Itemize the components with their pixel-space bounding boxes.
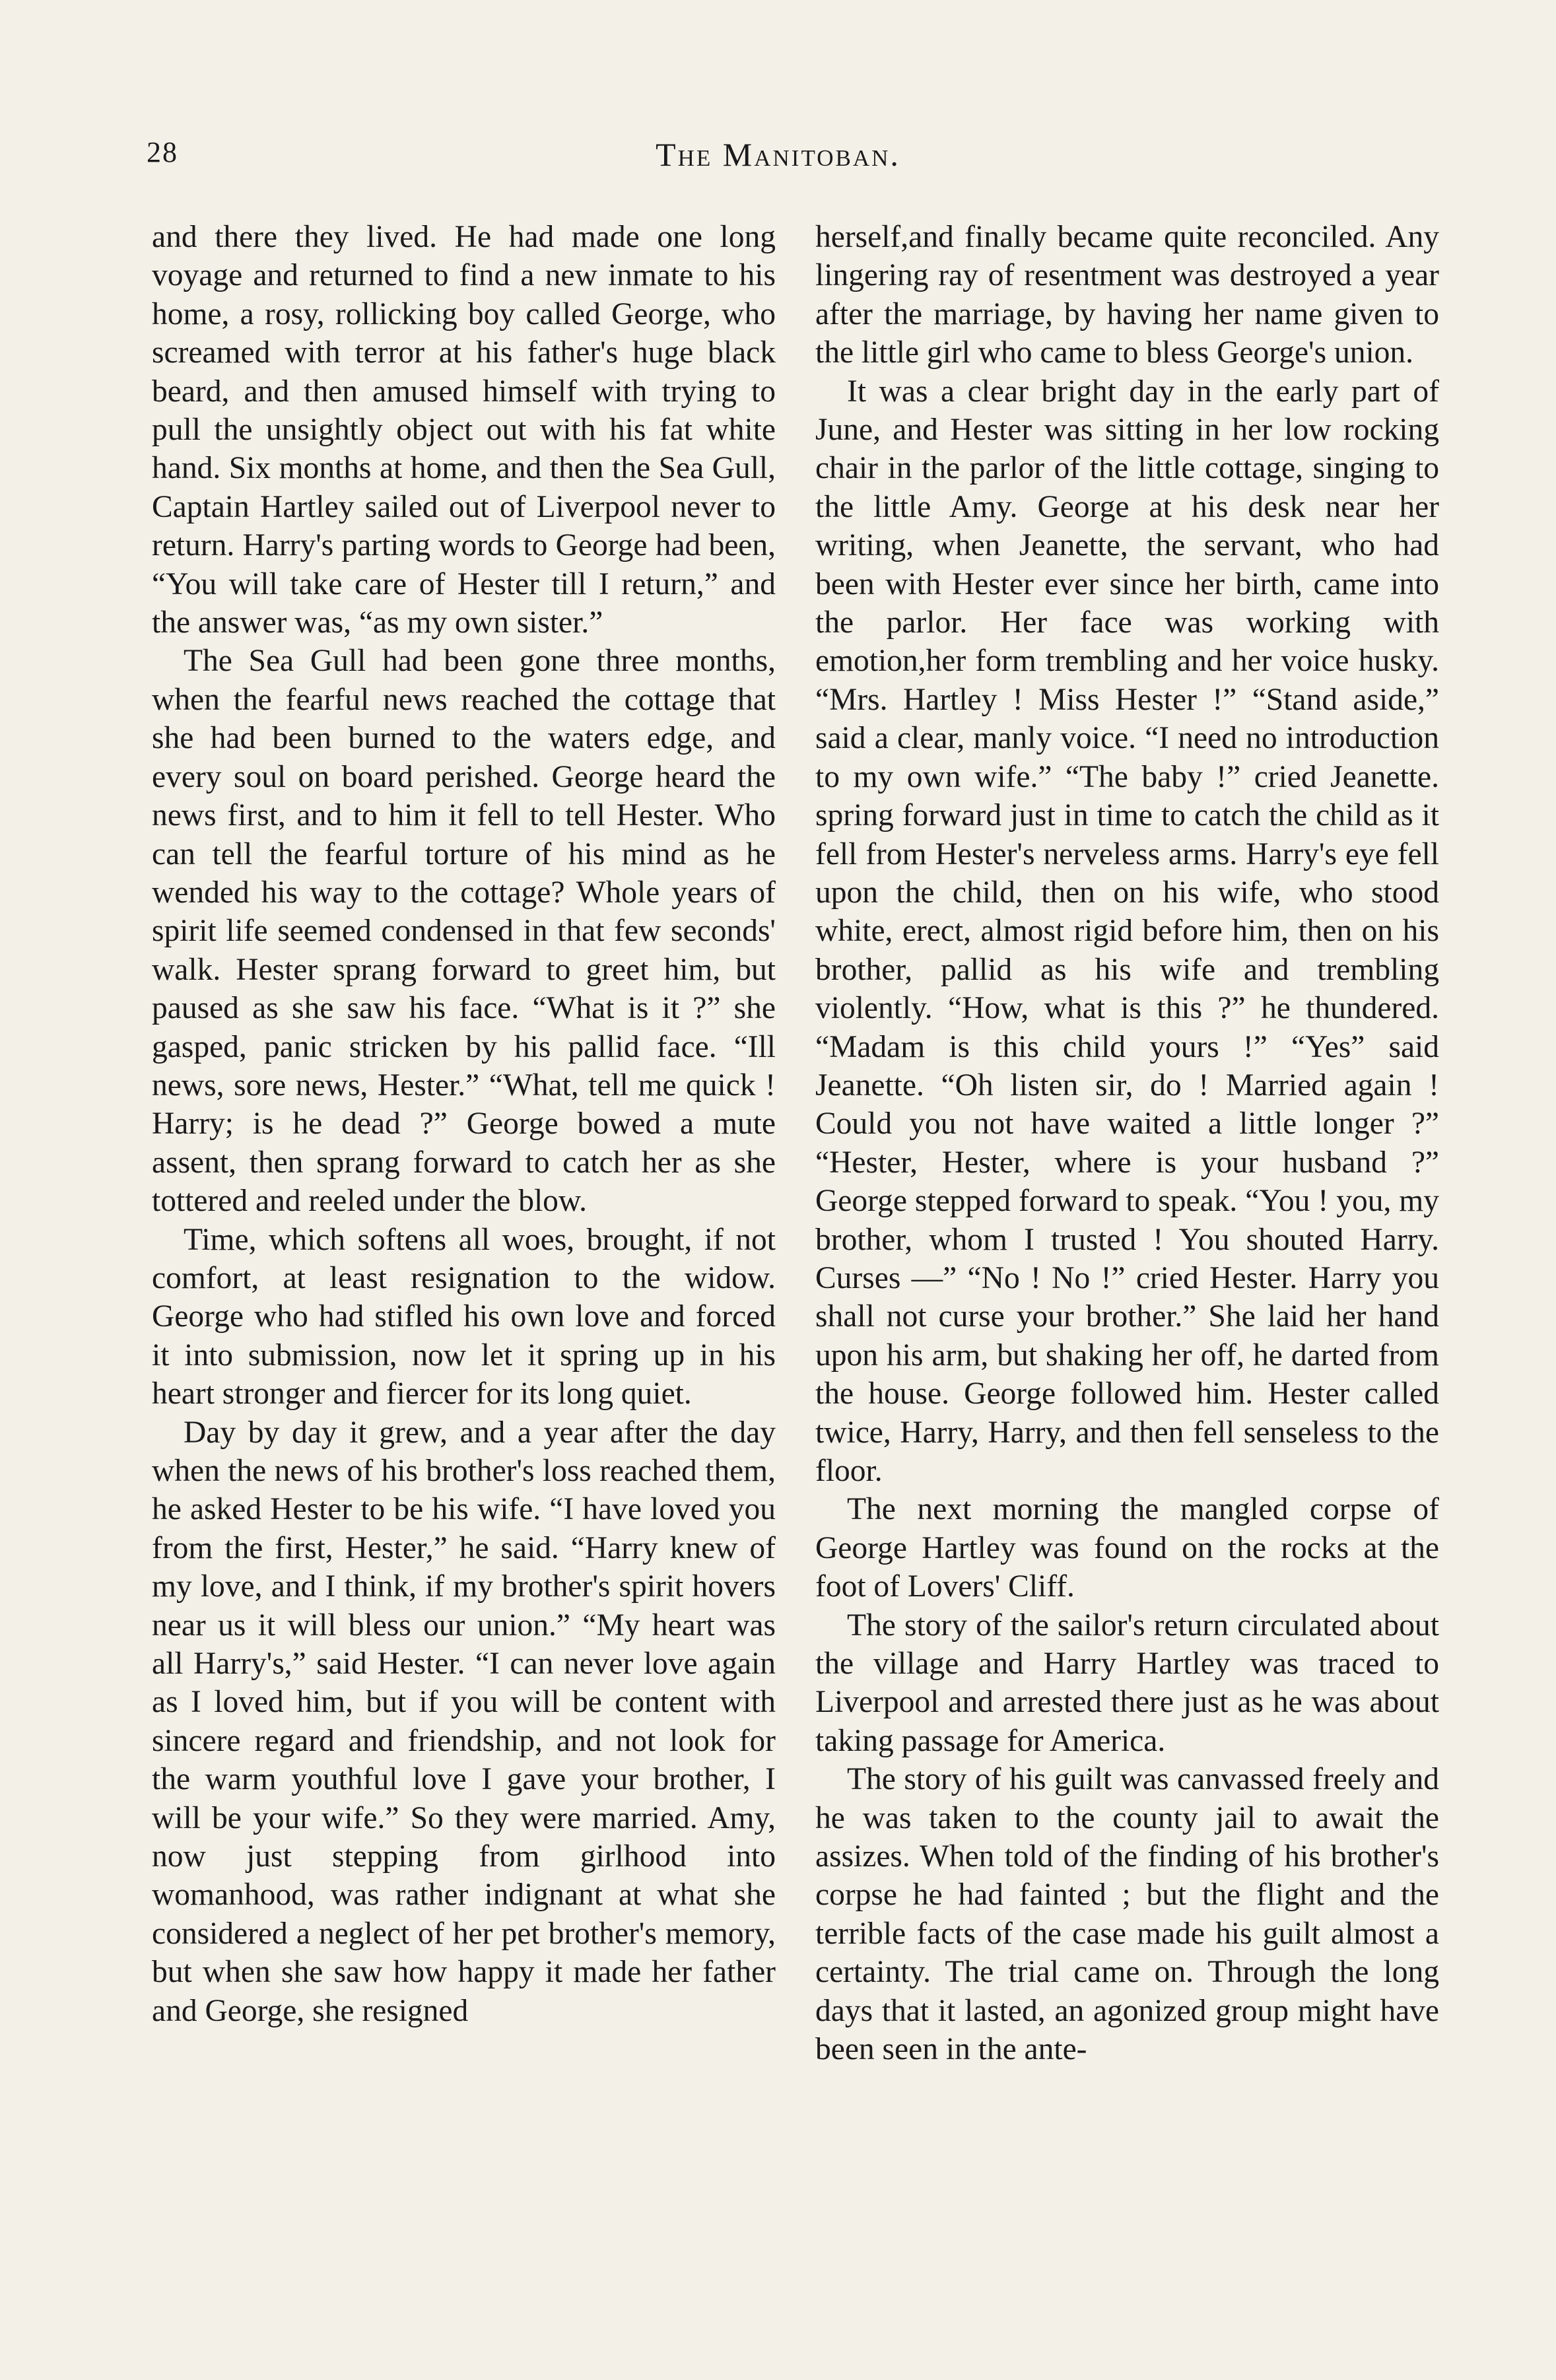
paragraph: It was a clear bright day in the early part of June, and Hester was sitting in her low rocking chair in the parlor of the little cottage, singing to the little Amy. George at his desk near her writing, when Jeanette, the servant, who had been with Hester ever since her birth, came into the parlor. Her face was working with emotion,her form trembling and her voice husky. “Mrs. Hartley ! Miss Hester !” “Stand aside,” said a clear, manly voice. “I need no introduction to my own wife.” “The baby !” cried Jeanette. spring forward just in time to catch the child as it fell from Hester's nerveless arms. Harry's eye fell upon the child, then on his wife, who stood white, erect, almost rigid before him, then on his brother, pallid as his wife and trembling violently. “How, what is this ?” he thundered. “Madam is this child yours !” “Yes” said Jeanette. “Oh listen sir, do ! Married again ! Could you not have waited a little longer ?” “Hester, Hester, where is your husband ?” George stepped forward to speak. “You ! you, my brother, whom I trusted ! You shouted Harry. Curses —” “No ! No !” cried Hester. Harry you shall not curse your brother.” She laid her hand upon his arm, but shaking her off, he darted from the house. George followed him. Hester called twice, Harry, Harry, and then fell senseless to the floor.: [815, 374, 1439, 1488]
page-header: [139, 135, 1417, 182]
paragraph: Time, which softens all woes, brought, if not comfort, at least resignation to the widow. George who had stifled his own love and forced it into submission, now let it spring up in his heart stronger and fiercer for its long quiet.: [152, 1222, 776, 1411]
paragraph: and there they lived. He had made one long voyage and returned to find a new inmate to his home, a rosy, rollicking boy called George, who screamed with terror at his father's huge black beard, and then amused himself with trying to pull the unsightly object out with his fat white hand. Six months at home, and then the Sea Gull, Captain Hartley sailed out of Liverpool never to return. Harry's parting words to George had been, “You will take care of Hester till I return,” and the answer was, “as my own sister.”: [152, 220, 776, 640]
paragraph: Day by day it grew, and a year after the day when the news of his brother's loss reached them, he asked Hester to be his wife. “I have loved you from the first, Hester,” he said. “Harry knew of my love, and I think, if my brother's spirit hovers near us it will bless our union.” “My heart was all Harry's,” said Hester. “I can never love again as I loved him, but if you will be content with sincere regard and friendship, and not look for the warm youthful love I gave your brother, I will be your wife.” So they were married. Amy, now just stepping from girlhood into womanhood, was rather indignant at what she considered a neglect of her pet brother's memory, but when she saw how happy it made her father and George, she resigned: [152, 1415, 776, 2028]
paragraph: The story of the sailor's return circulated about the village and Harry Hartley was traced to Liverpool and arrested there just as he was about taking passage for America.: [815, 1608, 1439, 1758]
paragraph: The next morning the mangled corpse of George Hartley was found on the rocks at the foot of Lovers' Cliff.: [815, 1492, 1439, 1604]
page-number: 28: [147, 136, 178, 168]
paragraph: The Sea Gull had been gone three months, when the fearful news reached the cottage that she had been burned to the waters edge, and every soul on board perished. George heard the news first, and to him it fell to tell Hester. Who can tell the fearful torture of his mind as he wended his way to the cottage? Whole years of spirit life seemed condensed in that few seconds' walk. Hester sprang forward to greet him, but paused as she saw his face. “What is it ?” she gasped, panic stricken by his pallid face. “Ill news, sore news, Hester.” “What, tell me quick ! Harry; is he dead ?” George bowed a mute assent, then sprang forward to catch her as she tottered and reeled under the blow.: [152, 644, 776, 1219]
left-column: [152, 218, 776, 2069]
paragraph: herself,and finally became quite reconciled. Any lingering ray of resentment was destroyed a year after the marriage, by having her name given to the little girl who came to bless George's union.: [815, 220, 1439, 370]
running-title: The Manitoban.: [656, 136, 900, 173]
paragraph: The story of his guilt was canvassed freely and he was taken to the county jail to await the assizes. When told of the finding of his brother's corpse he had fainted ; but the flight and the terrible facts of the case made his guilt almost a certainty. The trial came on. Through the long days that it lasted, an agonized group might have been seen in the ante-: [815, 1762, 1439, 2067]
text-columns: [152, 218, 1439, 2069]
right-column: [815, 218, 1439, 2069]
